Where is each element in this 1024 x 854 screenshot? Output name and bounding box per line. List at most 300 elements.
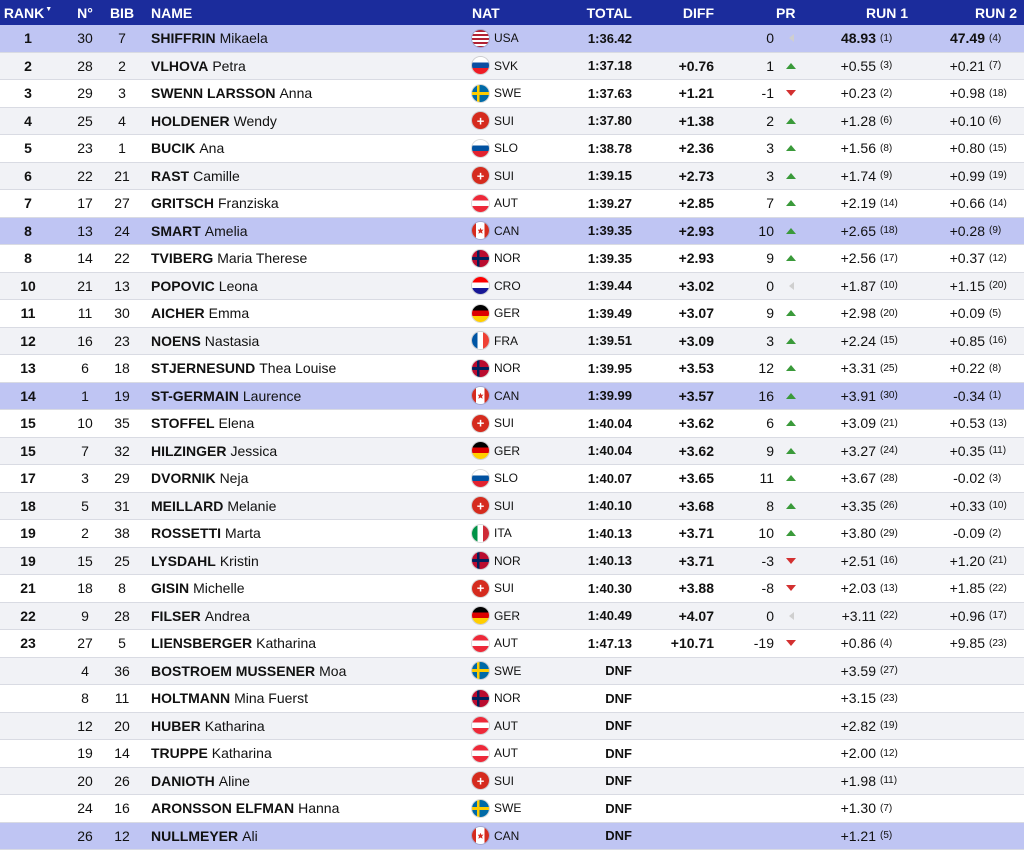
rank-cell: 4 xyxy=(24,112,32,129)
run2-cell xyxy=(912,53,1017,80)
nation-code: NOR xyxy=(494,361,521,376)
athlete-name[interactable] xyxy=(151,328,259,355)
athlete-surname: GRITSCH xyxy=(151,195,214,212)
start-order-cell: 24 xyxy=(77,800,93,817)
start-order-cell: 30 xyxy=(77,30,93,47)
total-time-cell: 1:37.63 xyxy=(587,85,632,101)
run2-column-header[interactable]: RUN 2 xyxy=(974,4,1017,21)
total-time-cell: 1:38.78 xyxy=(587,140,632,156)
nation-cell xyxy=(472,355,521,382)
flag-sui-icon xyxy=(472,772,489,789)
run1-cell xyxy=(800,383,908,410)
run1-time: +3.11 xyxy=(841,607,876,624)
athlete-firstname: Katharina xyxy=(211,745,272,762)
table-row[interactable] xyxy=(0,163,1024,191)
run1-cell xyxy=(800,630,908,657)
athlete-name[interactable] xyxy=(151,465,248,492)
table-row[interactable] xyxy=(0,465,1024,493)
run2-time: -0.34 xyxy=(953,387,985,404)
rank-cell xyxy=(6,658,50,685)
nation-cell xyxy=(472,493,514,520)
swiss-cross-icon: + xyxy=(476,415,485,431)
athlete-firstname: Michelle xyxy=(193,580,245,597)
run1-column-header[interactable]: RUN 1 xyxy=(865,4,908,21)
run1-rank: (24) xyxy=(880,445,898,457)
table-row[interactable] xyxy=(0,520,1024,548)
athlete-firstname: Aline xyxy=(218,772,250,789)
bib-cell: 12 xyxy=(114,827,130,844)
run1-time: +2.98 xyxy=(840,305,876,322)
flag-aut-icon xyxy=(472,745,489,762)
trend-cell xyxy=(784,25,798,52)
run2-cell xyxy=(912,355,1017,382)
start-order-cell: 6 xyxy=(81,360,89,377)
run2-time: +0.99 xyxy=(949,167,985,184)
bib-cell: 31 xyxy=(114,497,130,514)
athlete-name[interactable] xyxy=(151,245,307,272)
athlete-name[interactable] xyxy=(151,108,277,135)
athlete-name[interactable] xyxy=(151,218,248,245)
run1-time: +3.80 xyxy=(840,525,876,542)
diff-cell: +4.07 xyxy=(678,607,714,624)
nation-code: SVK xyxy=(494,58,519,73)
nation-code: GER xyxy=(494,306,521,321)
athlete-name[interactable] xyxy=(151,438,277,465)
athlete-name[interactable] xyxy=(151,548,259,575)
athlete-firstname: Petra xyxy=(212,57,246,74)
athlete-surname: AICHER xyxy=(151,305,205,322)
athlete-firstname: Jessica xyxy=(230,442,278,459)
table-row[interactable] xyxy=(0,245,1024,273)
table-row[interactable] xyxy=(0,218,1024,246)
run1-rank: (6) xyxy=(880,115,893,127)
table-row[interactable] xyxy=(0,383,1024,411)
run2-cell xyxy=(912,795,1017,822)
table-row[interactable] xyxy=(0,328,1024,356)
run1-cell xyxy=(800,355,908,382)
run1-rank: (18) xyxy=(880,225,898,237)
bib-cell: 13 xyxy=(114,277,130,294)
table-row[interactable] xyxy=(0,603,1024,631)
table-row[interactable] xyxy=(0,685,1024,713)
total-time-cell: DNF xyxy=(605,745,632,761)
nation-cell xyxy=(472,273,521,300)
start-order-cell: 11 xyxy=(77,305,93,322)
athlete-name[interactable] xyxy=(151,768,250,795)
run1-rank: (12) xyxy=(880,747,898,759)
position-change-cell: 3 xyxy=(766,140,774,157)
trend-cell xyxy=(784,300,798,327)
flag-ita-icon xyxy=(472,525,489,542)
run2-rank: (4) xyxy=(989,32,1002,44)
athlete-surname: TRUPPE xyxy=(151,745,208,762)
run1-rank: (8) xyxy=(880,142,893,154)
run2-time: +0.21 xyxy=(949,57,985,74)
athlete-surname: HILZINGER xyxy=(151,442,227,459)
run2-cell xyxy=(912,520,1017,547)
total-time-cell: 1:39.15 xyxy=(587,168,632,184)
table-row[interactable] xyxy=(0,273,1024,301)
table-row[interactable] xyxy=(0,768,1024,796)
trend-up-icon xyxy=(786,63,796,69)
total-time-cell: 1:39.27 xyxy=(587,195,632,211)
flag-svk-icon xyxy=(472,57,489,74)
position-change-cell: 0 xyxy=(766,30,774,47)
athlete-name[interactable] xyxy=(151,80,312,107)
run2-time: +1.20 xyxy=(949,552,985,569)
athlete-name[interactable] xyxy=(151,410,254,437)
table-row[interactable] xyxy=(0,548,1024,576)
run1-time: +0.86 xyxy=(840,635,876,652)
total-time-cell: 1:40.07 xyxy=(587,470,632,486)
table-row[interactable] xyxy=(0,713,1024,741)
nation-code: CRO xyxy=(494,278,521,293)
bib-cell: 19 xyxy=(114,387,130,404)
start-order-cell: 28 xyxy=(77,57,93,74)
run1-time: +1.21 xyxy=(840,827,876,844)
run1-cell xyxy=(800,273,908,300)
rank-column-header[interactable] xyxy=(3,0,53,25)
run2-time: +0.22 xyxy=(949,360,985,377)
start-order-cell: 2 xyxy=(81,525,89,542)
position-change-cell: -1 xyxy=(761,85,774,102)
start-order-cell: 20 xyxy=(77,772,93,789)
bib-cell: 4 xyxy=(118,112,126,129)
athlete-name[interactable] xyxy=(151,355,336,382)
rank-cell: 15 xyxy=(20,442,36,459)
flag-nor-icon xyxy=(472,250,489,267)
trend-cell xyxy=(784,548,798,575)
nation-cell xyxy=(472,328,518,355)
athlete-firstname: Mikaela xyxy=(219,30,268,47)
rank-cell xyxy=(6,713,50,740)
run2-time: +1.15 xyxy=(949,277,985,294)
nation-cell xyxy=(472,163,514,190)
start-order-cell: 22 xyxy=(77,167,93,184)
position-change-cell: -8 xyxy=(761,580,774,597)
run1-cell xyxy=(800,493,908,520)
athlete-name[interactable] xyxy=(151,190,279,217)
name-column-header[interactable]: NAME xyxy=(151,4,193,21)
bib-cell: 8 xyxy=(118,580,126,597)
table-row[interactable] xyxy=(0,410,1024,438)
athlete-name[interactable] xyxy=(151,300,249,327)
nation-cell xyxy=(472,108,514,135)
trend-up-icon xyxy=(786,338,796,344)
table-row[interactable] xyxy=(0,300,1024,328)
run2-rank: (17) xyxy=(989,610,1007,622)
run1-time: +2.03 xyxy=(840,580,876,597)
athlete-name[interactable] xyxy=(151,685,308,712)
flag-sui-icon xyxy=(472,112,489,129)
table-row[interactable] xyxy=(0,493,1024,521)
nation-cell xyxy=(472,190,518,217)
athlete-name[interactable] xyxy=(151,603,250,630)
run1-cell xyxy=(800,80,908,107)
total-time-cell: 1:40.30 xyxy=(587,580,632,596)
athlete-firstname: Mina Fuerst xyxy=(234,690,308,707)
diff-cell: +1.21 xyxy=(678,85,714,102)
position-change-cell xyxy=(740,740,774,767)
athlete-name[interactable] xyxy=(151,823,258,850)
table-row[interactable] xyxy=(0,25,1024,53)
diff-cell: +2.93 xyxy=(678,250,714,267)
trend-cell xyxy=(784,520,798,547)
rank-header-label: RANK xyxy=(3,4,45,21)
athlete-name[interactable] xyxy=(151,53,246,80)
nation-code: SUI xyxy=(494,498,515,513)
bib-column-header[interactable]: BIB xyxy=(109,4,135,21)
diff-cell: +3.09 xyxy=(678,332,714,349)
nation-code: NOR xyxy=(494,251,521,266)
table-row[interactable] xyxy=(0,190,1024,218)
table-row[interactable] xyxy=(0,53,1024,81)
run1-time: +3.15 xyxy=(840,690,876,707)
nation-code: SLO xyxy=(494,141,519,156)
nation-code: CAN xyxy=(494,828,520,843)
trend-cell xyxy=(784,190,798,217)
athlete-surname: TVIBERG xyxy=(151,250,214,267)
athlete-name[interactable] xyxy=(151,740,272,767)
run1-time: +1.87 xyxy=(840,277,876,294)
athlete-name[interactable] xyxy=(151,795,339,822)
position-change-cell xyxy=(740,795,774,822)
run1-time: +2.24 xyxy=(840,332,876,349)
run2-rank: (14) xyxy=(989,197,1007,209)
nation-code: SUI xyxy=(494,581,515,596)
nation-code: GER xyxy=(494,608,521,623)
rank-cell: 23 xyxy=(20,635,36,652)
pr-column-header[interactable]: PR xyxy=(776,4,796,21)
run2-time: -0.09 xyxy=(953,525,985,542)
table-row[interactable] xyxy=(0,740,1024,768)
run2-time: +0.80 xyxy=(949,140,985,157)
trend-cell xyxy=(784,410,798,437)
athlete-name[interactable] xyxy=(151,273,258,300)
run2-time: +0.09 xyxy=(949,305,985,322)
run2-cell xyxy=(912,410,1017,437)
run2-cell xyxy=(912,190,1017,217)
nation-code: SUI xyxy=(494,113,515,128)
trend-up-icon xyxy=(786,255,796,261)
position-change-cell: 8 xyxy=(766,497,774,514)
run2-rank: (8) xyxy=(989,362,1002,374)
run2-rank: (1) xyxy=(989,390,1002,402)
diff-cell: +10.71 xyxy=(670,635,714,652)
athlete-firstname: Moa xyxy=(319,662,347,679)
position-change-cell: 6 xyxy=(766,415,774,432)
position-change-cell: 3 xyxy=(766,332,774,349)
total-time-cell: 1:39.44 xyxy=(587,278,632,294)
run1-time: +1.56 xyxy=(840,140,876,157)
trend-cell xyxy=(784,630,798,657)
nat-column-header[interactable]: NAT xyxy=(472,4,500,21)
table-row[interactable] xyxy=(0,658,1024,686)
start-order-cell: 25 xyxy=(77,112,93,129)
total-time-cell: 1:40.49 xyxy=(587,608,632,624)
athlete-firstname: Elena xyxy=(218,415,255,432)
nation-cell xyxy=(472,438,520,465)
athlete-name[interactable] xyxy=(151,713,265,740)
rank-cell: 3 xyxy=(24,85,32,102)
position-change-cell: 9 xyxy=(766,305,774,322)
start-order-cell: 8 xyxy=(81,690,89,707)
trend-up-icon xyxy=(786,145,796,151)
flag-can-icon xyxy=(472,827,489,844)
athlete-firstname: Nastasia xyxy=(204,332,260,349)
flag-can-icon xyxy=(472,387,489,404)
run1-rank: (15) xyxy=(880,335,898,347)
bib-cell: 22 xyxy=(114,250,130,267)
trend-cell xyxy=(784,273,798,300)
run1-rank: (29) xyxy=(880,527,898,539)
nation-code: ITA xyxy=(494,526,512,541)
total-time-cell: 1:40.13 xyxy=(587,553,632,569)
swiss-cross-icon: + xyxy=(476,168,485,184)
bib-cell: 30 xyxy=(114,305,130,322)
diff-cell: +3.02 xyxy=(678,277,714,294)
bib-cell: 11 xyxy=(114,690,130,707)
table-row[interactable] xyxy=(0,80,1024,108)
table-body xyxy=(0,25,1024,850)
run2-time: 47.49 xyxy=(949,30,985,47)
run1-rank: (3) xyxy=(880,60,893,72)
start-order-cell: 1 xyxy=(81,387,89,404)
table-row[interactable] xyxy=(0,575,1024,603)
run2-cell xyxy=(912,135,1017,162)
start-order-cell: 19 xyxy=(77,745,93,762)
bib-cell: 38 xyxy=(114,525,130,542)
rank-cell: 12 xyxy=(20,332,36,349)
bib-cell: 27 xyxy=(114,195,130,212)
trend-cell xyxy=(784,53,798,80)
flag-cro-icon xyxy=(472,277,489,294)
trend-cell xyxy=(784,355,798,382)
athlete-surname: HOLTMANN xyxy=(151,690,231,707)
table-row[interactable] xyxy=(0,355,1024,383)
nation-code: NOR xyxy=(494,691,521,706)
trend-cell xyxy=(784,493,798,520)
position-change-cell: 2 xyxy=(766,112,774,129)
athlete-surname: ROSSETTI xyxy=(151,525,222,542)
rank-cell: 21 xyxy=(20,580,36,597)
diff-cell: +3.68 xyxy=(678,497,714,514)
table-row[interactable] xyxy=(0,438,1024,466)
athlete-surname: HOLDENER xyxy=(151,112,230,129)
table-row[interactable] xyxy=(0,795,1024,823)
start-order-cell: 9 xyxy=(81,607,89,624)
position-change-cell: 10 xyxy=(758,525,774,542)
bib-cell: 25 xyxy=(114,552,130,569)
run1-time: +1.98 xyxy=(840,772,876,789)
table-row[interactable] xyxy=(0,823,1024,851)
athlete-name[interactable] xyxy=(151,575,244,602)
total-time-cell: 1:40.13 xyxy=(587,525,632,541)
athlete-name[interactable] xyxy=(151,658,346,685)
trend-cell xyxy=(784,795,798,822)
run1-time: +0.23 xyxy=(840,85,876,102)
athlete-name[interactable] xyxy=(151,493,276,520)
rank-cell: 14 xyxy=(20,387,36,404)
run1-time: +2.51 xyxy=(840,552,876,569)
trend-cell xyxy=(784,163,798,190)
trend-cell xyxy=(784,383,798,410)
diff-cell xyxy=(640,658,714,685)
athlete-firstname: Wendy xyxy=(233,112,277,129)
run1-cell xyxy=(800,795,908,822)
nation-cell xyxy=(472,135,518,162)
athlete-name[interactable] xyxy=(151,163,240,190)
flag-swe-icon xyxy=(472,85,489,102)
run2-cell xyxy=(912,108,1017,135)
table-row[interactable] xyxy=(0,135,1024,163)
run1-rank: (1) xyxy=(880,32,893,44)
position-change-cell: 10 xyxy=(758,222,774,239)
nation-code: FRA xyxy=(494,333,518,348)
athlete-firstname: Maria Therese xyxy=(217,250,308,267)
athlete-name[interactable] xyxy=(151,135,224,162)
run1-rank: (27) xyxy=(880,665,898,677)
nation-cell xyxy=(472,548,521,575)
run1-time: +3.35 xyxy=(840,497,876,514)
run2-rank: (23) xyxy=(989,637,1007,649)
athlete-name[interactable] xyxy=(151,25,268,52)
nation-code: SWE xyxy=(494,86,522,101)
trend-cell xyxy=(784,135,798,162)
bib-cell: 16 xyxy=(114,800,130,817)
nation-cell xyxy=(472,80,521,107)
flag-fra-icon xyxy=(472,332,489,349)
run2-cell xyxy=(912,630,1017,657)
diff-column-header[interactable]: DIFF xyxy=(682,4,714,21)
diff-cell xyxy=(640,795,714,822)
trend-down-icon xyxy=(786,90,796,96)
run1-cell xyxy=(800,465,908,492)
athlete-name[interactable] xyxy=(151,383,301,410)
total-time-cell: DNF xyxy=(605,800,632,816)
table-row[interactable] xyxy=(0,108,1024,136)
athlete-name[interactable] xyxy=(151,630,316,657)
start-order-cell: 15 xyxy=(77,552,93,569)
run2-time: +0.10 xyxy=(949,112,985,129)
nation-cell xyxy=(472,823,519,850)
run2-cell xyxy=(912,245,1017,272)
table-row[interactable] xyxy=(0,630,1024,658)
run1-rank: (7) xyxy=(880,802,893,814)
swiss-cross-icon: + xyxy=(476,580,485,596)
nation-cell xyxy=(472,245,521,272)
diff-cell: +2.36 xyxy=(678,140,714,157)
total-column-header[interactable]: TOTAL xyxy=(586,4,632,21)
order-column-header[interactable]: N° xyxy=(77,4,93,21)
run1-rank: (16) xyxy=(880,555,898,567)
athlete-surname: FILSER xyxy=(151,607,201,624)
run2-time: +0.85 xyxy=(949,332,985,349)
run2-time: +0.33 xyxy=(949,497,985,514)
nation-code: SUI xyxy=(494,416,515,431)
total-time-cell: DNF xyxy=(605,718,632,734)
flag-can-icon xyxy=(472,222,489,239)
athlete-surname: STJERNESUND xyxy=(151,360,256,377)
total-time-cell: 1:47.13 xyxy=(587,635,632,651)
run1-time: +3.31 xyxy=(840,360,876,377)
trend-cell xyxy=(784,218,798,245)
run1-rank: (4) xyxy=(880,637,893,649)
run1-cell xyxy=(800,548,908,575)
swiss-cross-icon: + xyxy=(476,113,485,129)
athlete-name[interactable] xyxy=(151,520,261,547)
rank-cell: 5 xyxy=(24,140,32,157)
